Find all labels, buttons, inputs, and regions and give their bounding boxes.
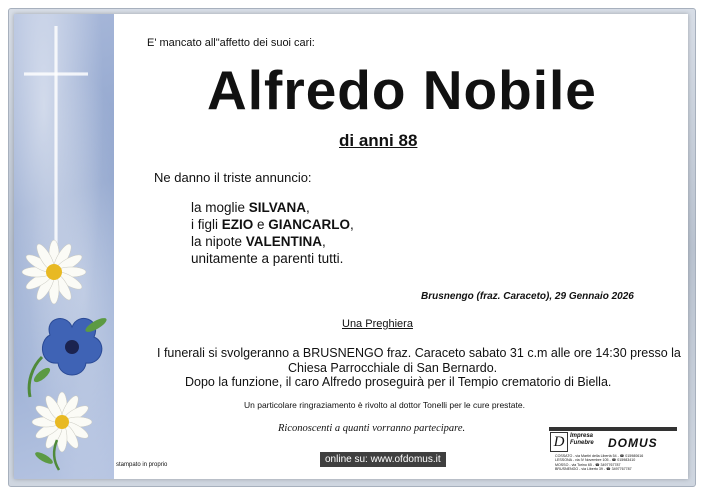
- logo-address-line: MOSSO - via Torino 65 - ☎ 3497767787: [555, 462, 621, 467]
- thanks-text: Un particolare ringraziamento è rivolto al dottor Tonelli per le cure prestate.: [244, 400, 525, 410]
- age-text: di anni 88: [339, 131, 418, 150]
- intro-text: E' mancato all"affetto dei suoi cari:: [147, 37, 315, 49]
- online-link[interactable]: online su: www.ofdomus.it: [320, 452, 446, 467]
- obituary-sheet: [14, 14, 688, 479]
- announce-text: Ne danno il triste annuncio:: [154, 170, 312, 185]
- grateful-text: Riconoscenti a quanti vorranno partecipare.: [278, 423, 466, 434]
- flowers-illustration: [14, 14, 114, 479]
- funeral-line-3: Dopo la funzione, il caro Alfredo proseguirà per il Tempio crematorio di Biella.: [185, 375, 612, 389]
- funeral-line-2: Chiesa Parrocchiale di San Bernardo.: [288, 361, 498, 375]
- family-line-wife: la moglie SILVANA,: [191, 200, 310, 215]
- place-date: Brusnengo (fraz. Caraceto), 29 Gennaio 2026: [421, 291, 634, 302]
- family-line-relatives: unitamente a parenti tutti.: [191, 251, 344, 266]
- family-line-sons: i figli EZIO e GIANCARLO,: [191, 217, 354, 232]
- funeral-line-1: I funerali si svolgeranno a BRUSNENGO fraz. Caraceto sabato 31 c.m alle ore 14:30 presso la: [157, 346, 681, 360]
- logo-address-line: LESSONA - via IV Novembre 105 - ☎ 015983410: [555, 458, 636, 463]
- logo-addresses: [555, 454, 643, 471]
- funeral-home-logo: [549, 427, 679, 473]
- prayer-text: Una Preghiera: [342, 318, 413, 330]
- deceased-name: Alfredo Nobile: [207, 59, 597, 121]
- decorative-side-band: [14, 14, 114, 479]
- logo-letter: D: [550, 432, 568, 452]
- logo-impresa: Impresa Funebre: [570, 433, 594, 446]
- logo-address-line: COSSATO - via Martiri della Libertà 54 - ☎ 015980616: [555, 454, 644, 458]
- logo-bar: [549, 427, 677, 431]
- family-line-granddaughter: la nipote VALENTINA,: [191, 234, 326, 249]
- logo-address-line: BRUSNENGO - via Liberto 39 - ☎ 3497767787: [555, 466, 632, 471]
- logo-brand: DOMUS: [608, 436, 658, 450]
- stamp-note: stampato in proprio: [116, 462, 168, 468]
